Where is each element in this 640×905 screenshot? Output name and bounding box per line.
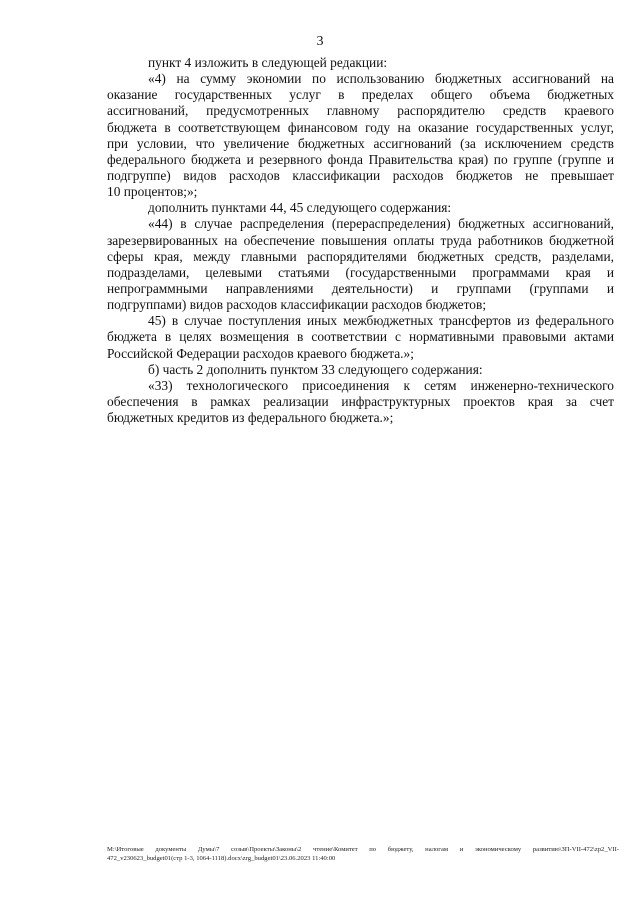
text-line: 45) в случае поступления иных межбюджетных трансфертов из федерального	[148, 313, 614, 329]
text-line: оказание государственных услуг в пределах общего объема бюджетных	[107, 87, 614, 103]
text-line: дополнить пунктами 44, 45 следующего содержания:	[148, 200, 452, 216]
text-line: подразделами, целевыми статьями (государственными программами края и	[107, 264, 614, 280]
text-line: б) часть 2 дополнить пунктом 33 следующего содержания:	[148, 361, 483, 377]
text-line: подгруппе) видов расходов классификации расходов бюджетов не превышает	[107, 167, 614, 183]
text-line: бюджета в целях возмещения в соответствии с нормативными правовыми актами	[107, 329, 614, 345]
file-path-footer	[107, 846, 619, 863]
text-line: обеспечения в рамках реализации инфраструктурных проектов края за счет	[107, 393, 614, 409]
text-line: зарезервированных на обеспечение повышения оплаты труда работников бюджетной	[107, 232, 614, 248]
text-line: подгруппами) видов расходов классификации расходов бюджетов;	[107, 297, 487, 313]
text-line: «4) на сумму экономии по использованию бюджетных ассигнований на	[148, 71, 614, 87]
text-line: «44) в случае распределения (перераспределения) бюджетных ассигнований,	[148, 216, 614, 232]
text-line: пункт 4 изложить в следующей редакции:	[148, 55, 388, 70]
text-line: Российской Федерации расходов краевого бюджета.»;	[107, 345, 414, 361]
text-line: ассигнований, предусмотренных главному распорядителю средств краевого	[107, 103, 614, 119]
document-body	[107, 55, 614, 426]
footer-line: М:\Итоговые документы Думы\7 созыв\Проекты\Законы\2 чтение\Комитет по бюджету, налогам и экономическому развитию\ЗП-VII-472\zp2_VII-	[107, 846, 619, 853]
text-line: 10 процентов;»;	[107, 184, 198, 200]
text-line: «33) технологического присоединения к сетям инженерно-технического	[148, 377, 614, 393]
text-line: при условии, что увеличение бюджетных ассигнований (за исключением средств	[107, 135, 614, 151]
text-line: федерального бюджета и резервного фонда Правительства края) по группе (группе и	[107, 151, 614, 167]
footer-line: 472_v230623_budget01(стр 1-3, 1064-1118).docx\zrg_budget01\23.06.2023 11:40:00	[107, 854, 336, 862]
page-number: 3	[316, 34, 324, 49]
text-line: непрограммными направлениями деятельности) и группами (группами и	[107, 280, 614, 296]
text-line: бюджетных кредитов из федерального бюджета.»;	[107, 410, 394, 426]
text-line: бюджета в соответствующем финансовом году на оказание государственных услуг,	[107, 119, 614, 135]
text-line: сферы края, между главными распорядителями бюджетных средств, разделами,	[107, 248, 614, 264]
